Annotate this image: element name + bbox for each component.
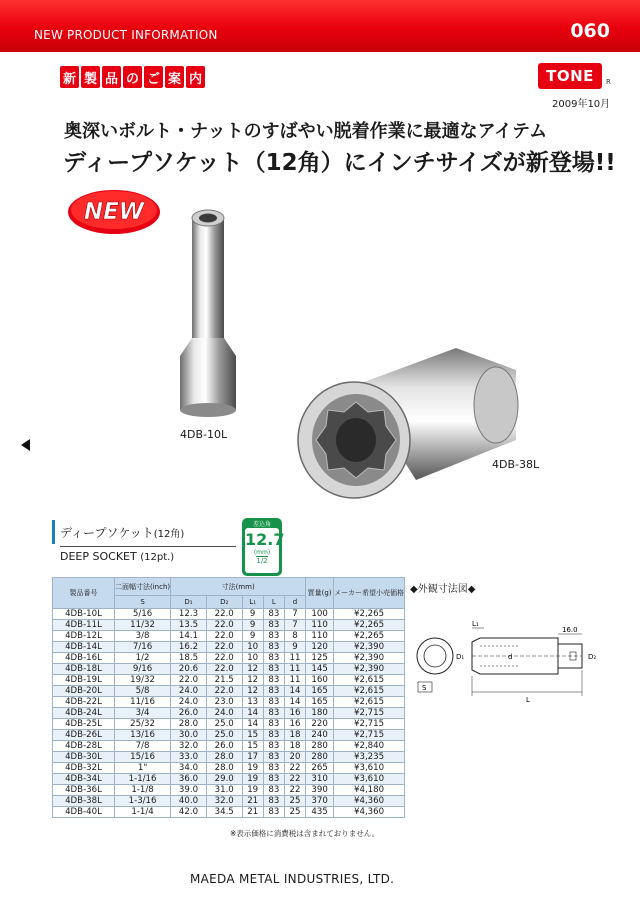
table-cell: 9	[242, 620, 263, 631]
diagram-label-s: S	[422, 684, 427, 692]
table-cell: ¥3,610	[334, 774, 405, 785]
table-cell: 21	[242, 796, 263, 807]
table-cell: 7	[284, 620, 305, 631]
table-cell: 4DB-12L	[53, 631, 115, 642]
table-cell: ¥2,265	[334, 620, 405, 631]
table-cell: 9	[242, 609, 263, 620]
table-cell: 10	[242, 642, 263, 653]
table-cell: 5/8	[115, 686, 171, 697]
table-cell: 83	[263, 719, 284, 730]
table-cell: 34.5	[206, 807, 242, 818]
col-d2: D₂	[206, 596, 242, 609]
table-cell: 12.3	[171, 609, 207, 620]
table-cell: 110	[306, 620, 334, 631]
table-cell: 4DB-22L	[53, 697, 115, 708]
table-row	[53, 796, 405, 807]
table-cell: 1-1/16	[115, 774, 171, 785]
table-cell: 25.0	[206, 719, 242, 730]
table-cell: ¥3,235	[334, 752, 405, 763]
product-label-large: 4DB-38L	[492, 458, 540, 471]
table-cell: 4DB-14L	[53, 642, 115, 653]
table-row	[53, 807, 405, 818]
table-cell: 83	[263, 675, 284, 686]
table-cell: 22.0	[206, 609, 242, 620]
registered-mark: R	[606, 78, 611, 86]
product-label-small: 4DB-10L	[180, 428, 228, 441]
table-cell: 240	[306, 730, 334, 741]
table-cell: 36.0	[171, 774, 207, 785]
banner-char: 新	[60, 66, 79, 88]
table-cell: 20.6	[171, 664, 207, 675]
table-cell: 145	[306, 664, 334, 675]
table-cell: 4DB-10L	[53, 609, 115, 620]
col-dims: 寸法(mm)	[171, 578, 306, 596]
banner-char: ご	[144, 66, 163, 88]
table-cell: 4DB-30L	[53, 752, 115, 763]
header-bar	[0, 0, 640, 52]
table-cell: 390	[306, 785, 334, 796]
table-cell: 4DB-16L	[53, 653, 115, 664]
table-cell: 18	[284, 730, 305, 741]
table-cell: 22	[284, 785, 305, 796]
table-cell: 16.2	[171, 642, 207, 653]
table-cell: 11	[284, 664, 305, 675]
table-cell: 25	[284, 796, 305, 807]
table-cell: 9	[242, 631, 263, 642]
drive-badge-fraction: 1/2	[256, 557, 268, 565]
new-badge-text: NEW	[83, 199, 145, 225]
table-cell: 7/16	[115, 642, 171, 653]
banner-char: 品	[102, 66, 121, 88]
table-cell: 83	[263, 752, 284, 763]
table-cell: 42.0	[171, 807, 207, 818]
table-cell: ¥2,615	[334, 686, 405, 697]
drive-size-badge	[242, 518, 285, 576]
table-cell: 10	[242, 653, 263, 664]
table-cell: ¥2,615	[334, 675, 405, 686]
table-cell: 160	[306, 675, 334, 686]
table-cell: ¥4,360	[334, 807, 405, 818]
table-row	[53, 697, 405, 708]
company-name: MAEDA METAL INDUSTRIES, LTD.	[190, 872, 395, 886]
section-title-jp	[60, 524, 184, 541]
table-cell: 11/16	[115, 697, 171, 708]
table-cell: 83	[263, 631, 284, 642]
table-cell: 15	[242, 741, 263, 752]
table-cell: 14	[242, 708, 263, 719]
table-cell: 23.0	[206, 697, 242, 708]
table-row	[53, 752, 405, 763]
table-cell: 22.0	[206, 686, 242, 697]
table-cell: 16	[284, 708, 305, 719]
table-cell: 4DB-19L	[53, 675, 115, 686]
table-cell: 310	[306, 774, 334, 785]
diagram-label-l: L	[526, 696, 530, 704]
table-cell: 22.0	[206, 620, 242, 631]
table-cell: 83	[263, 609, 284, 620]
table-cell: 4DB-25L	[53, 719, 115, 730]
table-cell: ¥2,390	[334, 664, 405, 675]
table-cell: ¥2,615	[334, 697, 405, 708]
table-cell: 280	[306, 741, 334, 752]
table-cell: 83	[263, 741, 284, 752]
table-cell: 110	[306, 631, 334, 642]
table-cell: 28.0	[171, 719, 207, 730]
table-cell: ¥3,610	[334, 763, 405, 774]
table-cell: 4DB-34L	[53, 774, 115, 785]
diagram-label-l1: L₁	[472, 620, 479, 628]
table-cell: 280	[306, 752, 334, 763]
table-cell: ¥2,265	[334, 609, 405, 620]
table-cell: 4DB-38L	[53, 796, 115, 807]
spec-table	[52, 577, 405, 818]
table-cell: 13/16	[115, 730, 171, 741]
table-cell: 370	[306, 796, 334, 807]
table-cell: 28.0	[206, 763, 242, 774]
table-cell: 83	[263, 807, 284, 818]
socket-large-image	[296, 330, 532, 502]
table-cell: 22.0	[206, 631, 242, 642]
table-cell: 15/16	[115, 752, 171, 763]
table-cell: 25.0	[206, 730, 242, 741]
table-cell: 32.0	[206, 796, 242, 807]
table-cell: 83	[263, 697, 284, 708]
table-cell: 15	[242, 730, 263, 741]
col-l: L	[263, 596, 284, 609]
headline-main: ディープソケット（12角）にインチサイズが新登場!!	[63, 150, 616, 176]
table-row	[53, 631, 405, 642]
table-cell: ¥2,265	[334, 631, 405, 642]
table-cell: 83	[263, 642, 284, 653]
table-cell: 1-1/4	[115, 807, 171, 818]
diagram-label-d2: D₂	[588, 653, 597, 661]
table-cell: 32.0	[171, 741, 207, 752]
banner-char: 案	[165, 66, 184, 88]
table-cell: 39.0	[171, 785, 207, 796]
table-cell: 3/8	[115, 631, 171, 642]
table-cell: 435	[306, 807, 334, 818]
table-cell: ¥2,390	[334, 642, 405, 653]
table-cell: 12	[242, 686, 263, 697]
diagram-label-d: d	[508, 653, 513, 661]
page-back-arrow-icon[interactable]	[21, 439, 30, 451]
table-cell: 83	[263, 653, 284, 664]
table-cell: 4DB-28L	[53, 741, 115, 752]
col-l1: L₁	[242, 596, 263, 609]
table-cell: 22.0	[171, 675, 207, 686]
table-cell: 19	[242, 763, 263, 774]
table-row	[53, 664, 405, 675]
table-cell: 19	[242, 774, 263, 785]
table-cell: ¥2,840	[334, 741, 405, 752]
table-cell: ¥4,180	[334, 785, 405, 796]
table-cell: 5/16	[115, 609, 171, 620]
table-cell: 22.0	[206, 642, 242, 653]
table-row	[53, 686, 405, 697]
table-cell: 165	[306, 697, 334, 708]
section-title-jp-sub: (12角)	[153, 529, 185, 540]
price-footnote: ※表示価格に消費税は含まれておりません。	[230, 829, 380, 838]
table-cell: 28.0	[206, 752, 242, 763]
table-cell: 83	[263, 708, 284, 719]
table-cell: 20	[284, 752, 305, 763]
drive-badge-unit: (mm)	[253, 549, 271, 556]
dimension-diagram	[410, 616, 610, 710]
table-cell: 83	[263, 763, 284, 774]
section-divider	[60, 546, 236, 547]
table-cell: 120	[306, 642, 334, 653]
table-cell: 34.0	[171, 763, 207, 774]
col-d: d	[284, 596, 305, 609]
section-title-en	[60, 550, 174, 563]
table-row	[53, 642, 405, 653]
table-cell: 12	[242, 675, 263, 686]
table-row	[53, 741, 405, 752]
header-title: NEW PRODUCT INFORMATION	[34, 28, 218, 42]
col-d1: D₁	[171, 596, 207, 609]
table-cell: 4DB-11L	[53, 620, 115, 631]
table-cell: 30.0	[171, 730, 207, 741]
table-cell: 4DB-24L	[53, 708, 115, 719]
table-cell: ¥2,715	[334, 708, 405, 719]
table-cell: 4DB-40L	[53, 807, 115, 818]
banner-char: 製	[81, 66, 100, 88]
table-cell: 11	[284, 653, 305, 664]
drive-badge-label: 差込角	[252, 521, 271, 528]
table-row	[53, 763, 405, 774]
table-cell: 4DB-20L	[53, 686, 115, 697]
table-cell: 24.0	[171, 686, 207, 697]
section-title-en-sub: (12pt.)	[140, 552, 175, 563]
table-cell: 7/8	[115, 741, 171, 752]
table-row	[53, 730, 405, 741]
table-cell: 24.0	[206, 708, 242, 719]
table-cell: 18.5	[171, 653, 207, 664]
drive-badge-value: 12.7	[245, 530, 285, 549]
table-cell: 125	[306, 653, 334, 664]
table-cell: 4DB-26L	[53, 730, 115, 741]
table-row	[53, 675, 405, 686]
table-cell: 220	[306, 719, 334, 730]
tone-logo: TONE	[538, 63, 602, 89]
table-cell: 11/32	[115, 620, 171, 631]
table-cell: 19/32	[115, 675, 171, 686]
table-cell: 14	[242, 719, 263, 730]
table-cell: 3/4	[115, 708, 171, 719]
table-cell: 1"	[115, 763, 171, 774]
table-cell: ¥2,715	[334, 719, 405, 730]
section-title-en-main: DEEP SOCKET	[60, 550, 137, 563]
table-cell: 83	[263, 620, 284, 631]
table-cell: 14	[284, 697, 305, 708]
table-cell: 29.0	[206, 774, 242, 785]
new-badge	[66, 186, 162, 236]
table-cell: 17	[242, 752, 263, 763]
table-cell: 83	[263, 730, 284, 741]
table-cell: 12	[242, 664, 263, 675]
table-cell: 22	[284, 763, 305, 774]
table-cell: 1-3/16	[115, 796, 171, 807]
table-cell: 8	[284, 631, 305, 642]
table-cell: 21.5	[206, 675, 242, 686]
banner-char: の	[123, 66, 142, 88]
table-cell: 24.0	[171, 697, 207, 708]
table-cell: 25	[284, 807, 305, 818]
socket-small-image	[170, 198, 250, 420]
table-cell: 22.0	[206, 664, 242, 675]
col-price: メーカー希望小売価格	[334, 578, 405, 609]
table-cell: 180	[306, 708, 334, 719]
table-cell: 83	[263, 774, 284, 785]
table-cell: 83	[263, 686, 284, 697]
table-row	[53, 708, 405, 719]
table-cell: 83	[263, 785, 284, 796]
col-part-no: 製品番号	[53, 578, 115, 609]
table-row	[53, 620, 405, 631]
table-cell: 100	[306, 609, 334, 620]
col-size-sym: S	[115, 596, 171, 609]
table-cell: 22.0	[206, 653, 242, 664]
table-cell: 165	[306, 686, 334, 697]
table-cell: 18	[284, 741, 305, 752]
table-cell: 21	[242, 807, 263, 818]
diagram-label-dim: 16.0	[562, 626, 578, 634]
table-cell: 31.0	[206, 785, 242, 796]
table-cell: 4DB-36L	[53, 785, 115, 796]
spec-table-body	[53, 609, 405, 818]
table-cell: 9	[284, 642, 305, 653]
table-cell: 33.0	[171, 752, 207, 763]
section-accent-bar	[52, 520, 55, 544]
dimension-diagram-title: ◆外観寸法図◆	[410, 584, 476, 595]
table-cell: 13.5	[171, 620, 207, 631]
table-cell: 16	[284, 719, 305, 730]
table-row	[53, 653, 405, 664]
table-cell: 4DB-18L	[53, 664, 115, 675]
table-cell: 1-1/8	[115, 785, 171, 796]
table-cell: ¥2,715	[334, 730, 405, 741]
table-cell: 13	[242, 697, 263, 708]
table-cell: 9/16	[115, 664, 171, 675]
table-cell: 1/2	[115, 653, 171, 664]
banner-char: 内	[186, 66, 205, 88]
diagram-label-d1: D₁	[456, 653, 465, 661]
table-cell: 26.0	[206, 741, 242, 752]
table-cell: 11	[284, 675, 305, 686]
issue-date: 2009年10月	[552, 99, 611, 110]
table-cell: 14.1	[171, 631, 207, 642]
table-cell: 26.0	[171, 708, 207, 719]
table-cell: 265	[306, 763, 334, 774]
table-row	[53, 609, 405, 620]
table-cell: 14	[284, 686, 305, 697]
section-title-jp-main: ディープソケット	[60, 526, 154, 540]
headline-sub: 奥深いボルト・ナットのすばやい脱着作業に最適なアイテム	[64, 121, 548, 142]
table-cell: 40.0	[171, 796, 207, 807]
table-cell: 25/32	[115, 719, 171, 730]
table-row	[53, 719, 405, 730]
table-cell: 7	[284, 609, 305, 620]
table-cell: 83	[263, 664, 284, 675]
table-cell: 22	[284, 774, 305, 785]
table-row	[53, 774, 405, 785]
table-row	[53, 785, 405, 796]
table-cell: 83	[263, 796, 284, 807]
table-cell: 19	[242, 785, 263, 796]
col-size: 二面幅寸法(inch)	[115, 578, 171, 596]
table-cell: ¥2,390	[334, 653, 405, 664]
table-cell: ¥4,360	[334, 796, 405, 807]
new-product-banner	[60, 66, 205, 88]
col-weight: 質量(g)	[306, 578, 334, 609]
page-number: 060	[570, 20, 610, 42]
table-cell: 4DB-32L	[53, 763, 115, 774]
